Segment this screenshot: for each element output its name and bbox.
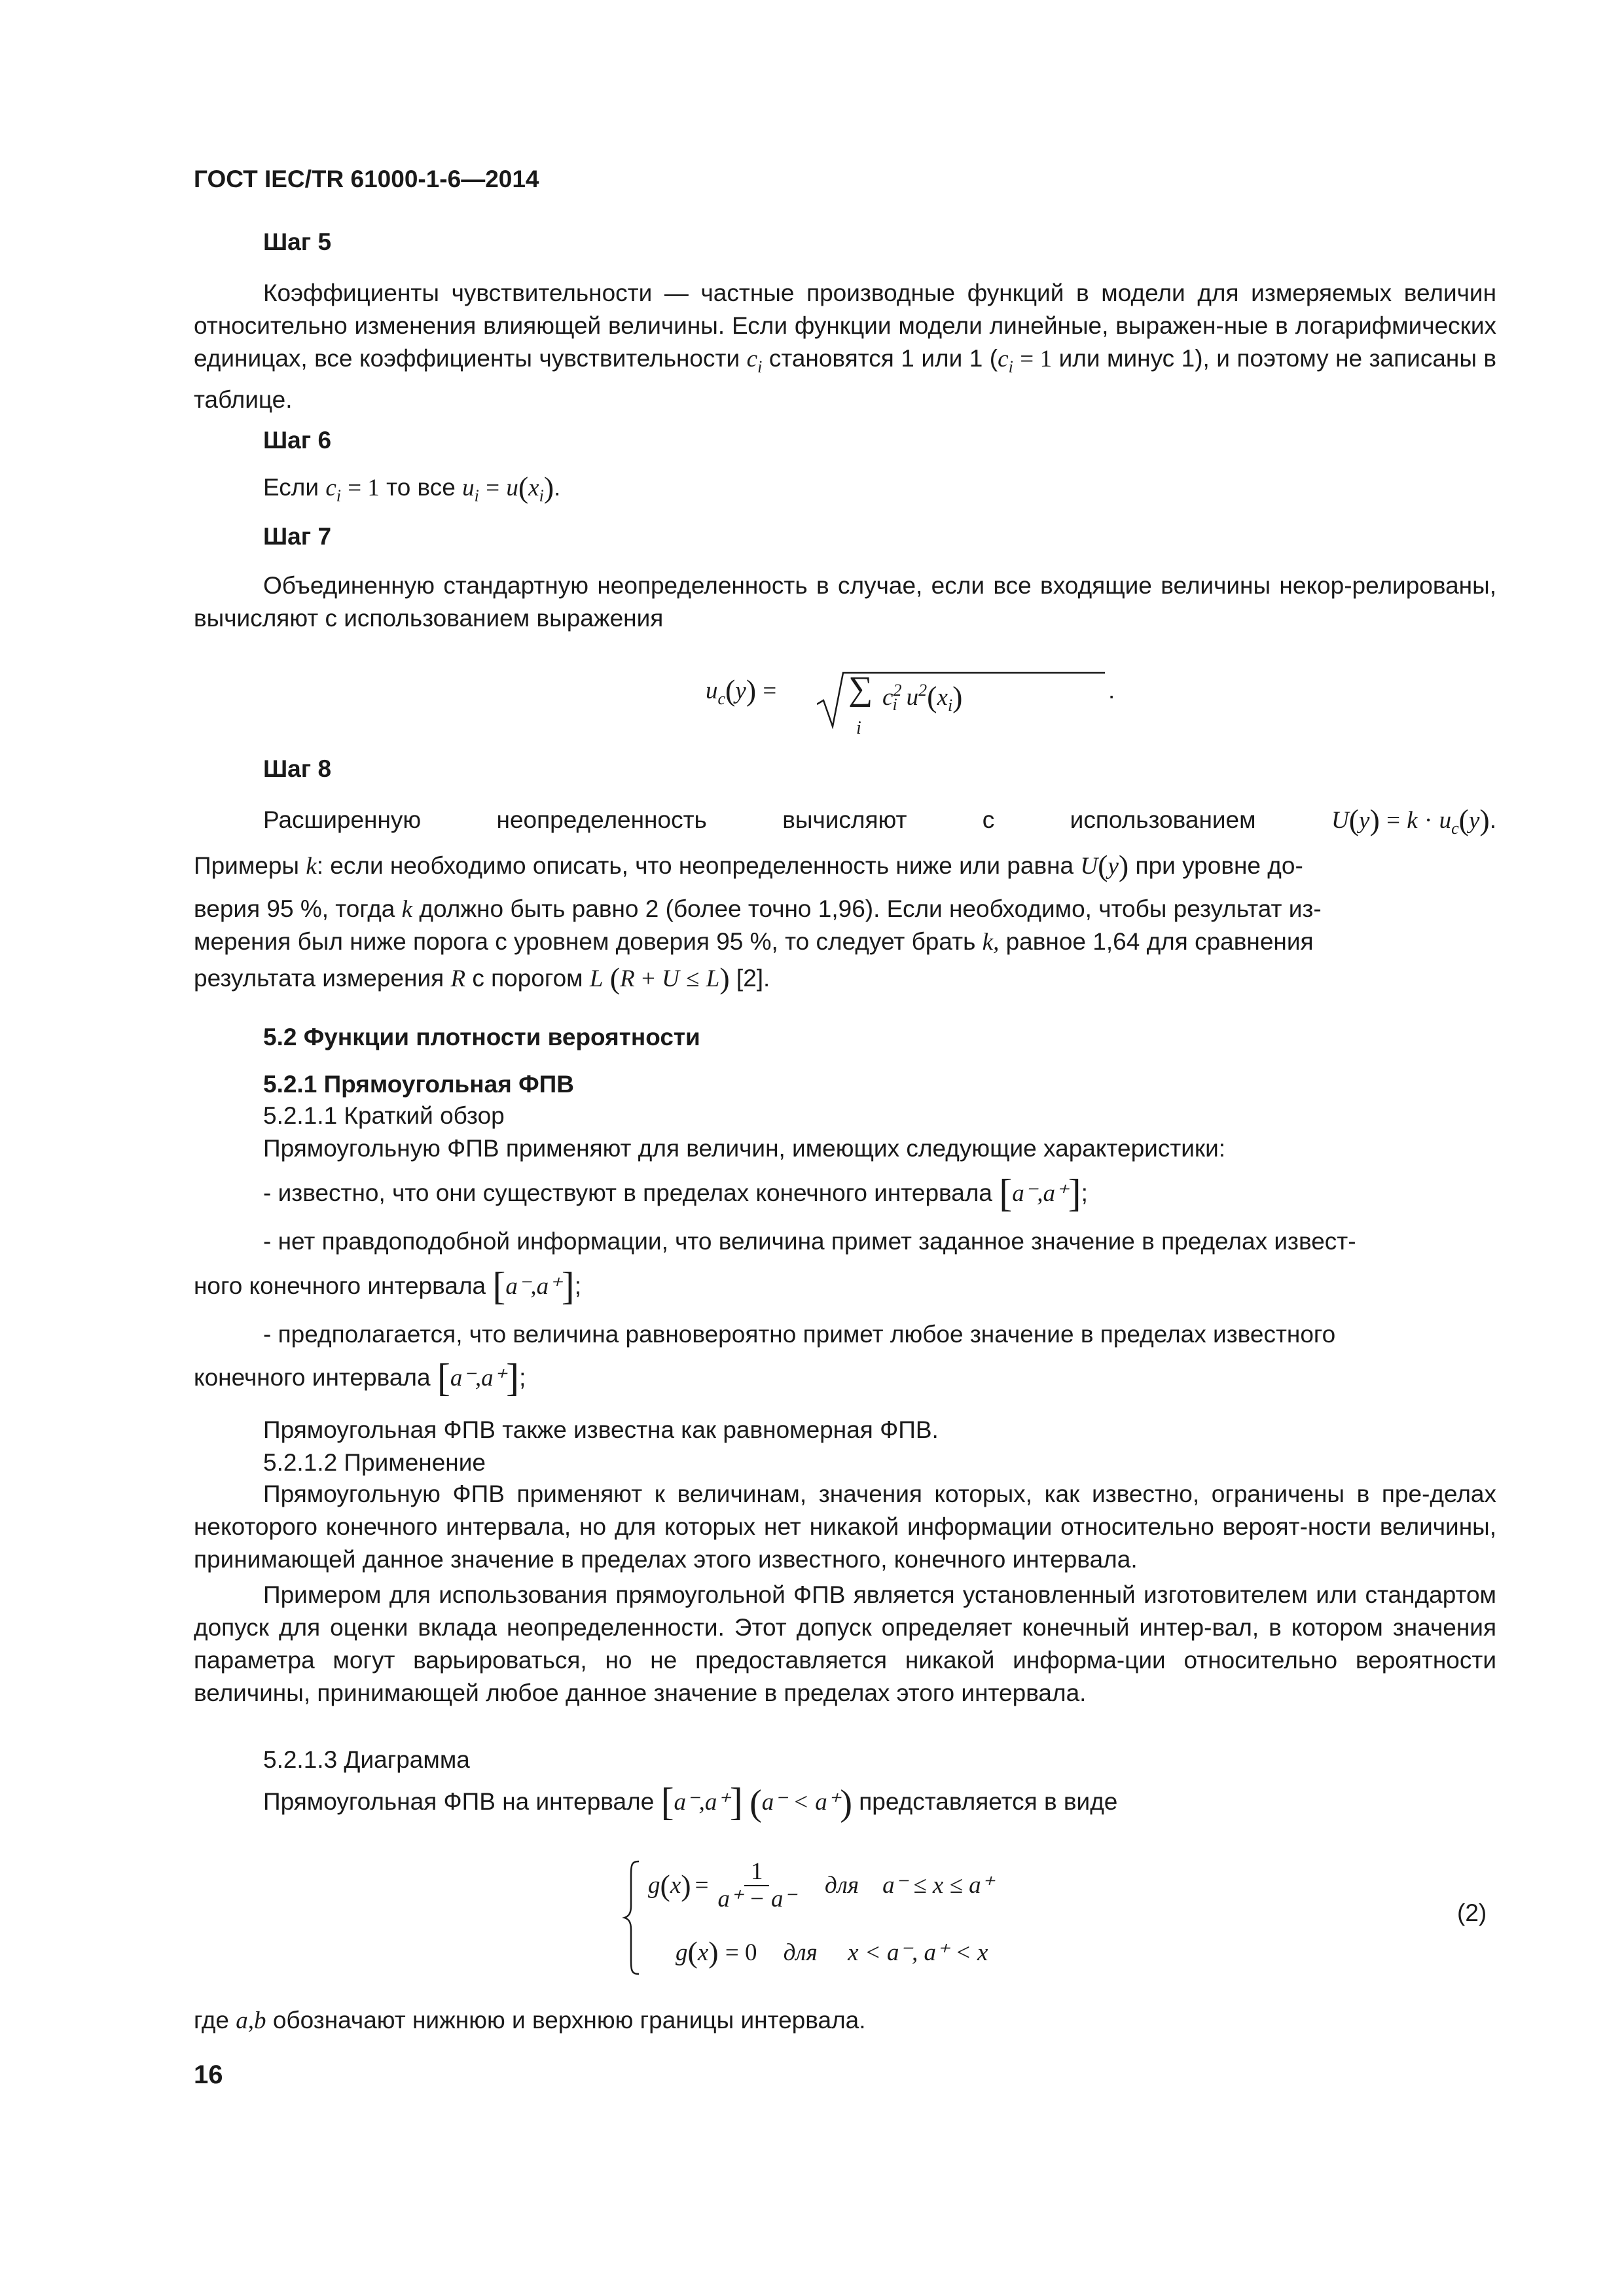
- l2b: : если необходимо описать, что неопределенность ниже или равна: [316, 852, 1074, 879]
- step6-then: то все: [386, 474, 456, 501]
- step5-paragraph: [194, 277, 1496, 416]
- w5: использованием: [1070, 806, 1256, 833]
- frac-num: 1: [744, 1859, 770, 1886]
- interval-3: a⁻,a⁺: [450, 1365, 507, 1391]
- page-number: 16: [194, 2060, 223, 2089]
- e-end: .: [1489, 806, 1496, 833]
- l2a: Примеры: [194, 852, 300, 879]
- ci-symbol: c: [746, 346, 758, 372]
- cond-2: x < a⁻, a⁺ < x: [848, 1939, 988, 1966]
- step8-line2: Примеры k: если необходимо описать, что неопределенность ниже или равна U(y) при уровне до-: [194, 849, 1303, 882]
- rect-pdf-intro: Прямоугольную ФПВ применяют для величин, имеющих следующие характеристики:: [263, 1135, 1226, 1162]
- section-5-2-heading: 5.2 Функции плотности вероятности: [263, 1024, 700, 1050]
- document-header: ГОСТ IEC/TR 61000-1-6—2014: [194, 166, 539, 192]
- bullet-2-line1: - нет правдоподобной информации, что величина примет заданное значение в пределах извест-: [263, 1228, 1356, 1255]
- section-5-2-1-2-heading: 5.2.1.2 Применение: [263, 1449, 486, 1476]
- step8-heading: Шаг 8: [263, 755, 332, 782]
- u-index: i: [474, 486, 479, 505]
- e-y: y: [1359, 807, 1370, 834]
- u-symbol-2: u: [506, 475, 518, 501]
- f-x: x: [937, 684, 948, 711]
- step6-heading: Шаг 6: [263, 427, 332, 454]
- b2b-text: ного конечного интервала: [194, 1272, 486, 1299]
- step6-if: Если: [263, 474, 319, 501]
- l5c: [2].: [736, 965, 770, 992]
- l4: мерения был ниже порога с уровнем доверия 95 %, то следует брать: [194, 928, 976, 955]
- ci-eq-1: = 1: [1020, 346, 1053, 372]
- diagram-intro-line: Прямоугольная ФПВ на интервале [a⁻,a⁺] (a⁻ < a⁺) представляется в виде: [263, 1780, 1118, 1823]
- step8-line1: [263, 804, 1496, 845]
- bullet-2-line2: ного конечного интервала [a⁻,a⁺];: [194, 1265, 581, 1308]
- step7-paragraph: Объединенную стандартную неопределенность в случае, если все входящие величины некор-релированы, вычисляют с использованием выражения: [194, 572, 1496, 632]
- step6-end: .: [554, 474, 561, 501]
- step6-formula-line: Если $c_i = 1$ то все $u_i = u(x_i)$.: [263, 471, 561, 505]
- e-y2: y: [1468, 807, 1480, 834]
- c-index: i: [336, 486, 341, 505]
- application-paragraph-1: Прямоугольную ФПВ применяют к величинам, значения которых, как известно, ограничены в пре-делах некоторого конечного интервала, но для которых нет никакой информации относительно вероят-ности величины, принимающей данное значение в пределах этого известного, конечного интервала.: [194, 1480, 1496, 1573]
- where-b: обозначают нижнюю и верхнюю границы интервала.: [272, 2007, 866, 2034]
- w3: вычисляют: [782, 806, 907, 833]
- w2: неопределенность: [496, 806, 707, 833]
- l4-k: k,: [982, 929, 1000, 956]
- f-terms: $c^2_i$ $u^2(x_i)$: [882, 680, 963, 715]
- step5-text-2: становятся 1 или 1 (: [768, 345, 998, 372]
- step5-heading: Шаг 5: [263, 228, 332, 255]
- l2-k: k: [306, 853, 317, 880]
- l5-L: L: [589, 965, 604, 992]
- e-u: u: [1439, 807, 1452, 834]
- eq-sign: =: [486, 475, 500, 501]
- dlya-1: для: [825, 1872, 859, 1899]
- step7-heading: Шаг 7: [263, 523, 332, 550]
- l5b: с порогом: [472, 965, 583, 992]
- e-c: c: [1451, 819, 1459, 838]
- b3b-text: конечного интервала: [194, 1364, 431, 1391]
- uniform-pdf-note: Прямоугольная ФПВ также известна как равномерная ФПВ.: [263, 1416, 939, 1443]
- ci-index-2: i: [1008, 357, 1013, 376]
- l2-y: y: [1108, 853, 1119, 880]
- w4: с: [982, 806, 995, 833]
- e-k: k: [1407, 807, 1418, 834]
- g-symbol-2: g: [676, 1939, 688, 1966]
- eq-one: = 1: [348, 475, 380, 501]
- e-U: U: [1331, 807, 1349, 834]
- l2-U: U: [1080, 853, 1098, 880]
- b3-semi: ;: [519, 1364, 526, 1391]
- f-sum-index: i: [856, 718, 861, 738]
- case-2: g(x) = 0 для x < a⁻, a⁺ < x: [676, 1935, 988, 1969]
- b1-text: - известно, что они существуют в пределах конечного интервала: [263, 1179, 993, 1206]
- e-dot: ·: [1424, 807, 1433, 834]
- f-c: c: [717, 689, 726, 708]
- b1-semi: ;: [1081, 1179, 1088, 1206]
- ci-index: i: [757, 357, 763, 376]
- x-index: i: [539, 486, 544, 505]
- equation-number: (2): [1457, 1899, 1487, 1926]
- left-brace-icon: [622, 1859, 641, 1977]
- section-5-2-1-heading: 5.2.1 Прямоугольная ФПВ: [263, 1071, 574, 1098]
- bullet-1: - известно, что они существуют в пределах конечного интервала [a⁻,a⁺];: [263, 1172, 1088, 1215]
- where-a: где: [194, 2007, 230, 2034]
- diag-cond: a⁻ < a⁺: [761, 1789, 840, 1816]
- u-symbol: u: [462, 475, 475, 501]
- l5a: результата измерения: [194, 965, 444, 992]
- f-exp: 2: [893, 681, 902, 700]
- step8-line5: результата измерения R с порогом L (R + U ≤ L) [2].: [194, 961, 770, 995]
- where-line: [194, 2004, 866, 2037]
- bullet-3-line2: конечного интервала [a⁻,a⁺];: [194, 1356, 526, 1399]
- ci-symbol-2: c: [998, 346, 1009, 372]
- interval-1: a⁻,a⁺: [1012, 1180, 1068, 1207]
- f-c2: c: [882, 684, 893, 711]
- cond-1: a⁻ ≤ x ≤ a⁺: [882, 1872, 994, 1899]
- f-sum: ∑: [848, 670, 873, 708]
- w1: Расширенную: [263, 806, 422, 833]
- section-5-2-1-3-heading: 5.2.1.3 Диаграмма: [263, 1746, 470, 1773]
- expanded-formula: $U(y) = k \cdot u_c(y)$.: [1331, 803, 1496, 838]
- g-eq: =: [695, 1872, 709, 1899]
- fraction: [717, 1859, 796, 1912]
- frac-den: a⁺ − a⁻: [717, 1886, 796, 1912]
- g-x: x: [670, 1872, 681, 1899]
- case-1: g ( x ) = $\frac{1}{a^+ - a^-}$ для a⁻ ≤ x ≤ a⁺: [648, 1858, 994, 1912]
- f-ci-idx: i: [892, 695, 897, 714]
- combined-uncertainty-formula: $u_c(y)$ = ∑ i $c^2_i$ $u^2(x_i)$ .: [706, 674, 776, 746]
- g-symbol: g: [648, 1872, 660, 1899]
- x-symbol: x: [528, 475, 539, 501]
- step5-text-3: или минус 1), и поэтому не записаны в таблице.: [194, 345, 1497, 413]
- bullet-3-line1: - предполагается, что величина равновероятно примет любое значение в пределах известного: [263, 1321, 1336, 1348]
- application-paragraph-2: Примером для использования прямоугольной ФПВ является установленный изготовителем или стандартом допуск для оценки вклада неопределенности. Этот допуск определяет конечный интер-вал, в котором значения параметра могут варьироваться, но не предоставляется никакой информа-ции относительно вероятности величины, принимающей любое данное значение в пределах этого интервала.: [194, 1581, 1496, 1706]
- f-u: u: [706, 677, 718, 704]
- piecewise-formula: [622, 1859, 1146, 1977]
- l3-k: k: [401, 896, 413, 923]
- step8-line3: [194, 893, 1496, 926]
- where-ab: a,b: [236, 2007, 266, 2034]
- g-x-2: x: [697, 1939, 709, 1966]
- l4b: равное 1,64 для сравнения: [1005, 928, 1314, 955]
- f-y: y: [735, 677, 746, 704]
- f-eq: =: [763, 677, 777, 704]
- c-symbol: c: [325, 475, 336, 501]
- step5-text: Коэффициенты чувствительности — частные производные функций в модели для измеряемых величин относительно изменения влияющей величины. Если функции модели линейные, выражен-ные в логарифмических единицах, все коэффициенты чувствительности: [194, 279, 1496, 372]
- f-end: .: [1108, 677, 1115, 704]
- g-eq-0: = 0: [725, 1939, 757, 1966]
- f-exp2: 2: [918, 681, 928, 700]
- diag-b: представляется в виде: [859, 1788, 1118, 1815]
- interval-4: a⁻,a⁺: [674, 1789, 730, 1816]
- l3a: верия 95 %, тогда: [194, 895, 395, 922]
- diag-a: Прямоугольная ФПВ на интервале: [263, 1788, 655, 1815]
- f-x-idx: i: [947, 696, 953, 715]
- f-u2: u: [906, 684, 919, 711]
- dlya-2: для: [783, 1939, 818, 1966]
- l2c: при уровне до-: [1135, 852, 1303, 879]
- interval-2: a⁻,a⁺: [505, 1273, 562, 1300]
- section-5-2-1-1-heading: 5.2.1.1 Краткий обзор: [263, 1102, 505, 1129]
- e-eq: =: [1386, 807, 1400, 834]
- l5-R: R: [450, 965, 466, 992]
- b2-semi: ;: [574, 1272, 581, 1299]
- l3b: должно быть равно 2 (более точно 1,96). Если необходимо, чтобы результат из-: [419, 895, 1322, 922]
- step8-line4: [194, 925, 1496, 959]
